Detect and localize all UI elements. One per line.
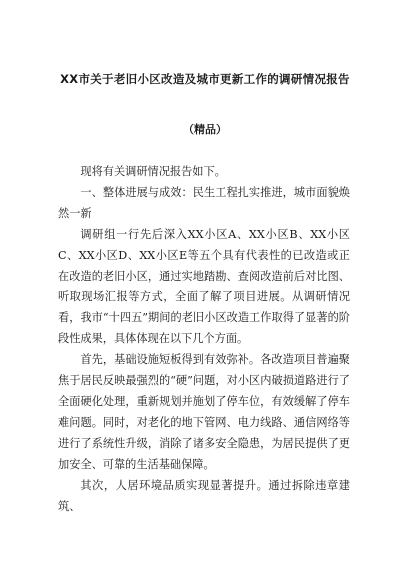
paragraph-intro: 现将有关调研情况报告如下。 <box>80 165 226 178</box>
paragraph-environment: 其次，人居环境品质实现显著提升。通过拆除违章建筑、 <box>58 478 350 513</box>
section-heading: 一、整体进展与成效：民生工程扎实推进，城市面貌焕然一新 <box>58 185 350 220</box>
paragraph-research: 调研组一行先后深入XX小区A、XX小区B、XX小区C、XX小区D、XX小区E等五个具有代表性的已改造或正在改造的老旧小区，通过实地踏勘、查阅改造前后对比图、听取现场汇报等方式，全面了解了项目进展。从调研情况看，我市“十四五”期间的老旧小区改造工作取得了显著的阶段性成果，具体体现在以下几个方面。 <box>58 227 350 346</box>
document-title: XX市关于老旧小区改造及城市更新工作的调研情况报告 <box>60 72 350 86</box>
paragraph-infrastructure: 首先，基础设施短板得到有效弥补。各改造项目普遍聚焦于居民反映最强烈的“硬”问题，对小区内破损道路进行了全面硬化处理，重新规划并施划了停车位，有效缓解了停车难问题。同时，对老化的地下管网、电力线路、通信网络等进行了系统性升级，消除了诸多安全隐患，为居民提供了更加安全、可靠的生活基础保障。 <box>58 353 350 471</box>
document-subtitle: （精品） <box>183 123 227 136</box>
document-body <box>58 162 350 517</box>
